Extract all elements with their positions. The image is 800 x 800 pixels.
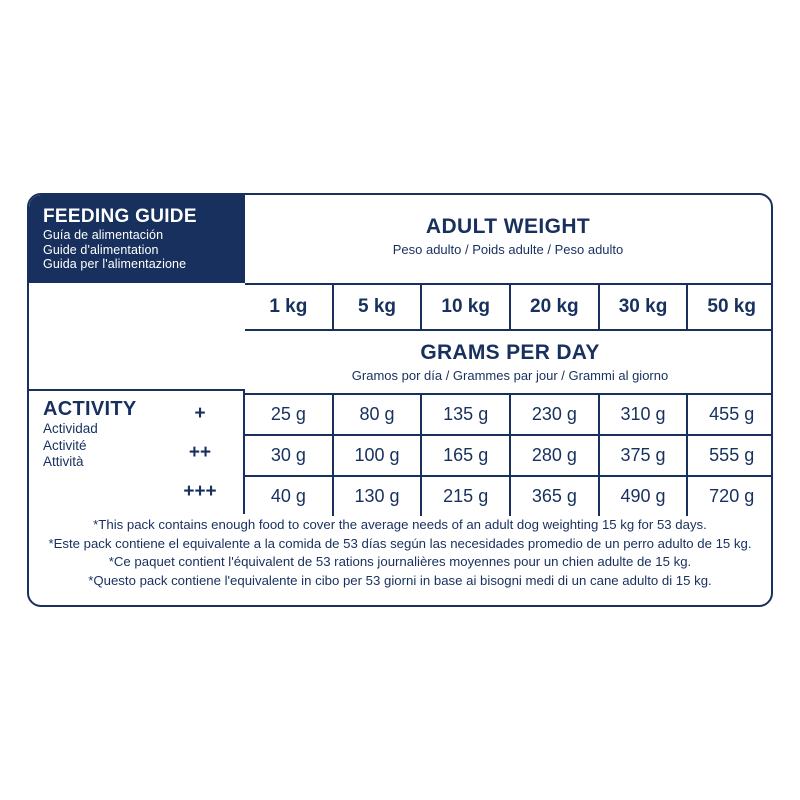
table-cell: 80 g [332,395,421,434]
table-cell: 555 g [686,436,773,475]
card-header [29,195,771,283]
table-row [245,395,773,436]
table-cell: 130 g [332,477,421,516]
activity-level-3: +++ [183,481,217,502]
table-cell: 230 g [509,395,598,434]
activity-level-2: ++ [188,442,212,463]
activity-labels [29,391,157,514]
table-cell: 310 g [598,395,687,434]
table-cell: 375 g [598,436,687,475]
adult-weight-header [245,195,771,283]
adult-weight-subtitle: Peso adulto / Poids adulte / Peso adulto [392,242,624,257]
weight-column-4: 20 kg [509,285,598,329]
table-cell: 720 g [686,477,773,516]
activity-subtitle-es: Actividad [43,421,98,436]
weight-column-1: 1 kg [269,296,308,317]
feeding-guide-card [27,193,773,607]
page-title: FEEDING GUIDE [43,206,197,227]
activity-level-1: + [194,403,206,424]
footnote-es: *Este pack contiene el equivalente a la comida de 53 días según las necesidades promedio de un perro adulto de 15 kg. [48,535,752,551]
table-cell: 490 g [598,477,687,516]
page-title-subtitle-es: Guía de alimentación [43,228,164,242]
table-cell: 455 g [686,395,773,434]
weight-column-6: 50 kg [686,285,773,329]
weight-column-2: 5 kg [332,285,421,329]
adult-weight-title: ADULT WEIGHT [425,215,591,238]
activity-subtitle-it: Attività [43,454,84,469]
feeding-guide-title-block [29,195,245,283]
footnote-it: *Questo pack contiene l'equivalente in cibo per 53 giorni in base ai bisogni medi di un cane adulto di 15 kg. [88,572,712,588]
table-cell: 25 g [270,404,306,424]
table-row [245,436,773,477]
table-cell: 100 g [332,436,421,475]
grams-per-day-title: GRAMS PER DAY [420,341,600,364]
table-cell: 40 g [270,486,306,506]
table-cell: 215 g [420,477,509,516]
page-title-subtitle-it: Guida per l'alimentazione [43,257,187,271]
activity-block [29,389,245,514]
weight-column-5: 30 kg [598,285,687,329]
activity-subtitle-fr: Activité [43,437,87,453]
grams-per-day-header [245,331,773,395]
page-title-subtitle-fr: Guide d'alimentation [43,242,159,257]
footnote-en: *This pack contains enough food to cover the average needs of an adult dog weighting 15 kg for 53 days. [93,517,707,532]
footnote-fr: *Ce paquet contient l'équivalent de 53 rations journalières moyennes pour un chien adulte de 15 kg. [108,554,692,569]
activity-title: ACTIVITY [43,398,137,420]
weight-column-3: 10 kg [420,285,509,329]
table-row [245,477,773,516]
table-cell: 30 g [270,445,306,465]
grams-per-day-subtitle: Gramos por día / Grammes par jour / Grammi al giorno [351,368,669,383]
table-cell: 365 g [509,477,598,516]
table-cell: 280 g [509,436,598,475]
table-cell: 165 g [420,436,509,475]
feeding-table [245,283,773,516]
footnotes [29,516,771,590]
weight-columns-row [245,283,773,331]
table-cell: 135 g [420,395,509,434]
activity-levels [157,391,243,514]
